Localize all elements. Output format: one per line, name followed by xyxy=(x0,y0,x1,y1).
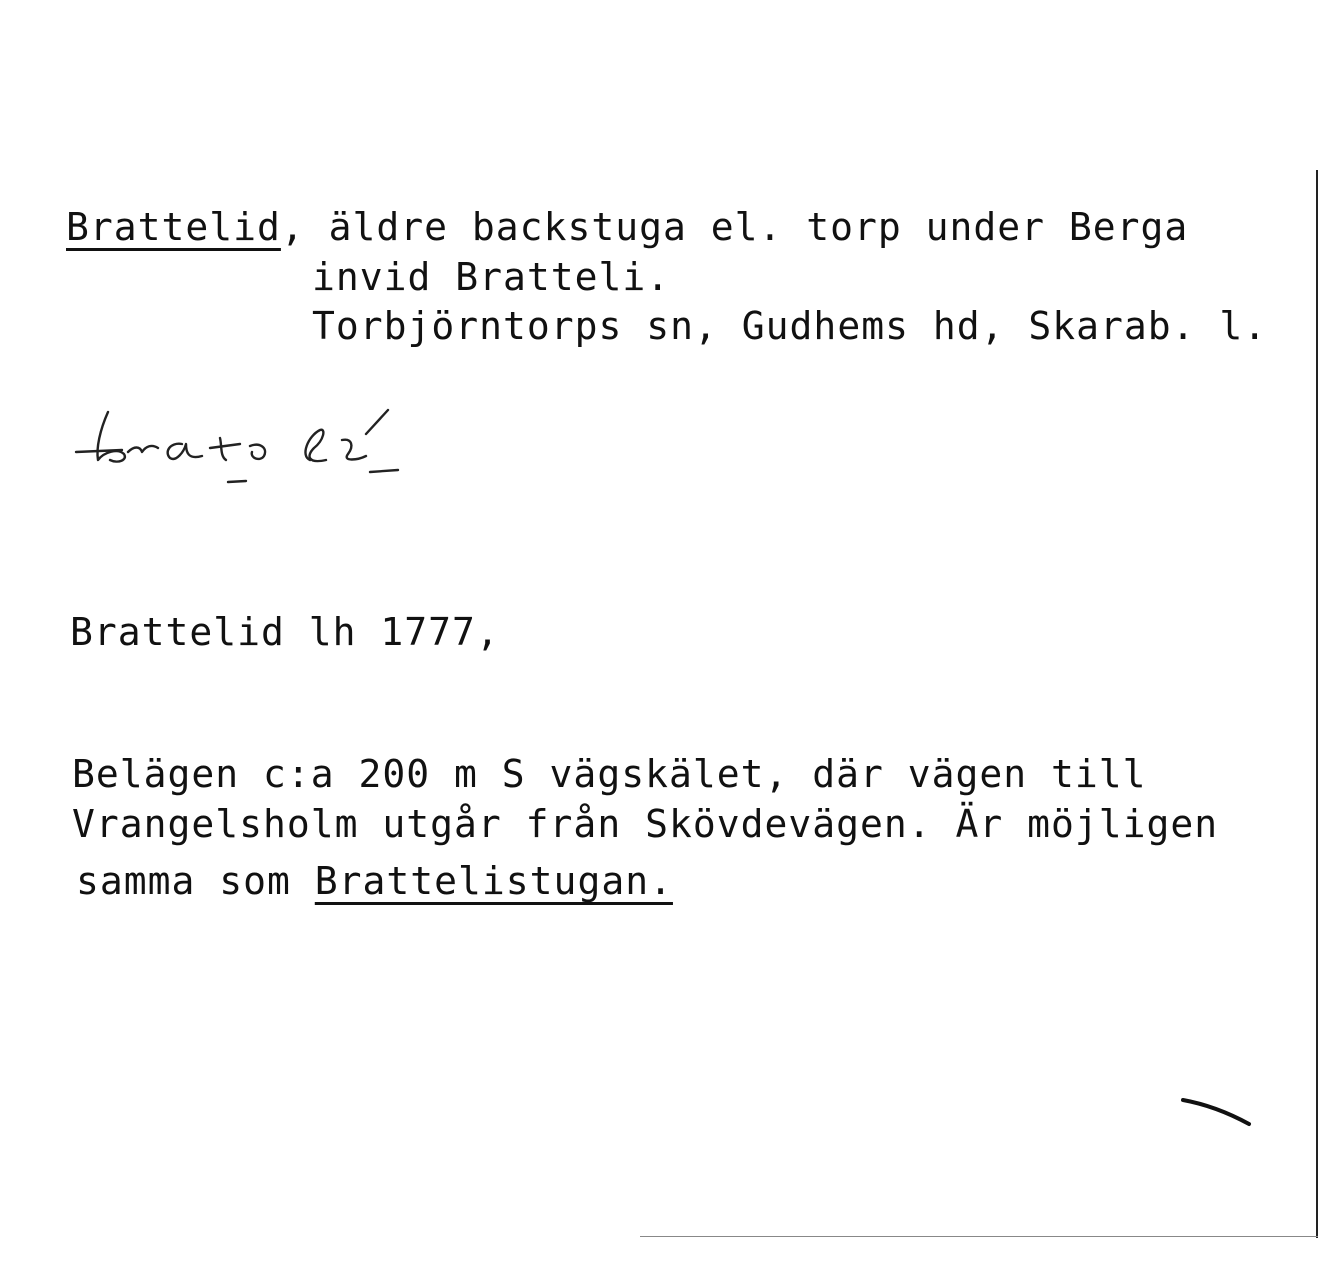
heading-line-1 xyxy=(66,205,1189,249)
heading-line-2: invid Bratteli. xyxy=(312,255,671,299)
card-edge-bottom xyxy=(640,1236,1318,1237)
cross-reference-name: Brattelistugan. xyxy=(314,859,673,903)
place-name: Brattelid xyxy=(66,205,281,249)
description-line-1: Belägen c:a 200 m S vägskälet, där vägen till xyxy=(72,752,1147,796)
heading-description: , äldre backstuga el. torp under Berga xyxy=(280,205,1189,249)
card-edge-right xyxy=(1316,170,1318,1238)
description-line-2: Vrangelsholm utgår från Skövdevägen. Är möjligen xyxy=(72,802,1219,846)
handwritten-pronunciation xyxy=(70,390,430,500)
record-line: Brattelid lh 1777, xyxy=(70,610,500,654)
handwritten-pronunciation-drawing xyxy=(70,390,430,500)
stray-pen-mark-drawing xyxy=(1175,1090,1255,1130)
description-line-3 xyxy=(76,859,673,903)
parish-district-line: Torbjörntorps sn, Gudhems hd, Skarab. l. xyxy=(312,304,1268,348)
description-prefix: samma som xyxy=(76,859,315,903)
stray-pen-mark xyxy=(1175,1090,1255,1130)
